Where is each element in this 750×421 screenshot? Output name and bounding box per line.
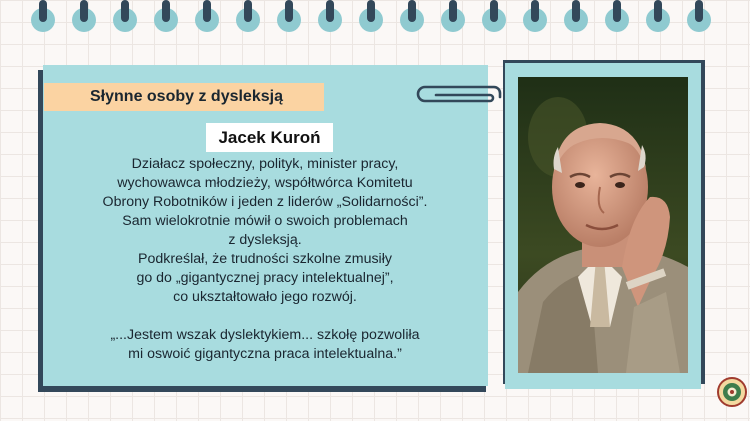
spiral-binding xyxy=(0,0,750,34)
spiral-ring-icon xyxy=(482,0,506,32)
portrait-photo xyxy=(518,77,688,373)
school-logo-icon xyxy=(717,377,747,407)
spiral-ring-icon xyxy=(31,0,55,32)
spiral-ring-icon xyxy=(400,0,424,32)
spiral-ring-icon xyxy=(687,0,711,32)
description-line: go do „gigantycznej pracy intelektualnej”, xyxy=(136,270,394,286)
spiral-ring-icon xyxy=(113,0,137,32)
spiral-ring-icon xyxy=(359,0,383,32)
description-line: Sam wielokrotnie mówił o swoich problemach xyxy=(122,213,408,229)
description-text xyxy=(60,155,470,364)
quote-line: „...Jestem wszak dyslektykiem... szkołę pozwoliła xyxy=(110,327,420,343)
spiral-ring-icon xyxy=(195,0,219,32)
description-line: co ukształtowało jego rozwój. xyxy=(173,289,357,305)
spiral-ring-icon xyxy=(564,0,588,32)
spiral-ring-icon xyxy=(646,0,670,32)
quote-line: mi oswoić gigantyczna praca intelektualna.” xyxy=(128,346,402,362)
description-line: Obrony Robotników i jeden z liderów „Solidarności”. xyxy=(102,194,428,210)
spiral-ring-icon xyxy=(523,0,547,32)
spiral-ring-icon xyxy=(154,0,178,32)
description-line: Podkreślał, że trudności szkolne zmusiły xyxy=(138,251,392,267)
description-line: Działacz społeczny, polityk, minister pracy, xyxy=(131,156,399,172)
spiral-ring-icon xyxy=(72,0,96,32)
spiral-ring-icon xyxy=(236,0,260,32)
spiral-ring-icon xyxy=(318,0,342,32)
paperclip-icon xyxy=(416,85,502,105)
spiral-ring-icon xyxy=(277,0,301,32)
spiral-ring-icon xyxy=(605,0,629,32)
description-line: wychowawca młodzieży, współtwórca Komitetu xyxy=(117,175,413,191)
person-name: Jacek Kuroń xyxy=(218,128,321,147)
description-line: z dysleksją. xyxy=(228,232,302,248)
spiral-ring-icon xyxy=(441,0,465,32)
slide-heading: Słynne osoby z dysleksją xyxy=(90,88,283,105)
